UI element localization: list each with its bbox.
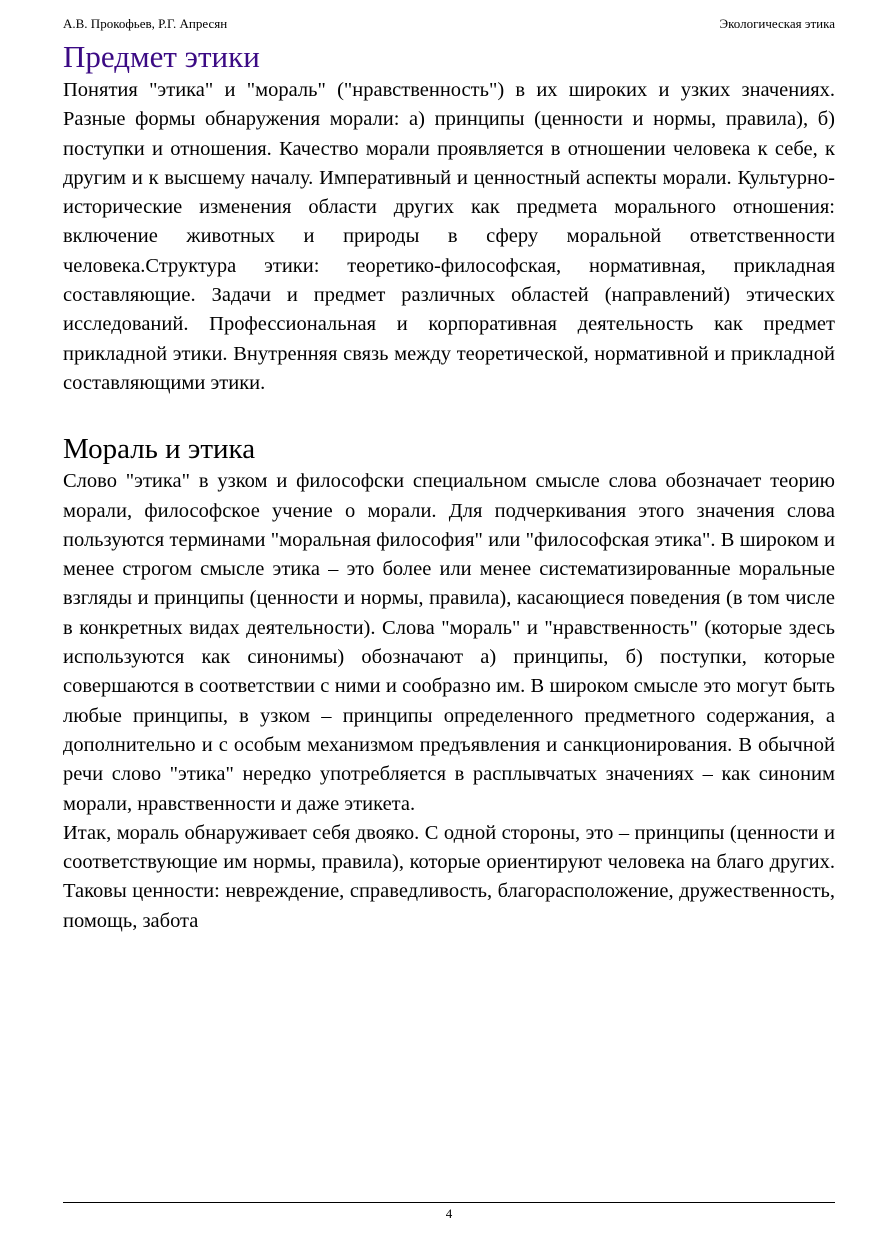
- page-number: 4: [445, 1206, 453, 1221]
- body-paragraph-1: Слово "этика" в узком и философски специальном смысле слова обозначает теорию морали, философское учение о морали. Для подчеркивания этого значения слова пользуются терминами "моральная философия" или "философская этика". В широком и менее строгом смысле этика – это более или менее систематизированные моральные взгляды и принципы (ценности и нормы, правила), касающиеся поведения (в том числе в конкретных видах деятельности). Слова "мораль" и "нравственность" (которые здесь используются как синонимы) обозначают а) принципы, б) поступки, которые совершаются в соответствии с ними и сообразно им. В широком смысле это могут быть любые принципы, в узком – принципы определенного предметного содержания, а дополнительно и с особым механизмом предъявления и санкционирования. В обычной речи слово "этика" нередко употребляется в расплывчатых значениях – как синоним морали, нравственности и даже этикета.: [63, 470, 835, 815]
- section-title-subject-of-ethics: Предмет этики: [63, 39, 260, 74]
- header-authors: А.В. Прокофьев, Р.Г. Апресян: [63, 16, 228, 31]
- section-title-morality-and-ethics: Мораль и этика: [63, 433, 256, 466]
- header-book-title: Экологическая этика: [719, 16, 835, 31]
- page-content: [63, 38, 835, 936]
- footer-divider: [63, 1202, 835, 1203]
- body-paragraph-2: Итак, мораль обнаруживает себя двояко. С одной стороны, это – принципы (ценности и соответствующие им нормы, правила), которые ориентируют человека на благо других. Таковы ценности: невреждение, справедливость, благорасположение, дружественность, помощь, забота: [63, 821, 835, 932]
- section-summary-paragraph: Понятия "этика" и "мораль" ("нравственность") в их широких и узких значениях. Разные формы обнаружения морали: а) принципы (ценности и нормы, правила), б) поступки и отношения. Качество морали проявляется в отношении человека к себе, к другим и к высшему началу. Императивный и ценностный аспекты морали. Культурно-исторические изменения области других как предмета морального отношения: включение животных и природы в сферу моральной ответственности человека.Структура этики: теоретико-философская, нормативная, прикладная составляющие. Задачи и предмет различных областей (направлений) этических исследований. Профессиональная и корпоративная деятельность как предмет прикладной этики. Внутренняя связь между теоретической, нормативной и прикладной составляющими этики.: [63, 79, 835, 394]
- running-header: [63, 16, 835, 32]
